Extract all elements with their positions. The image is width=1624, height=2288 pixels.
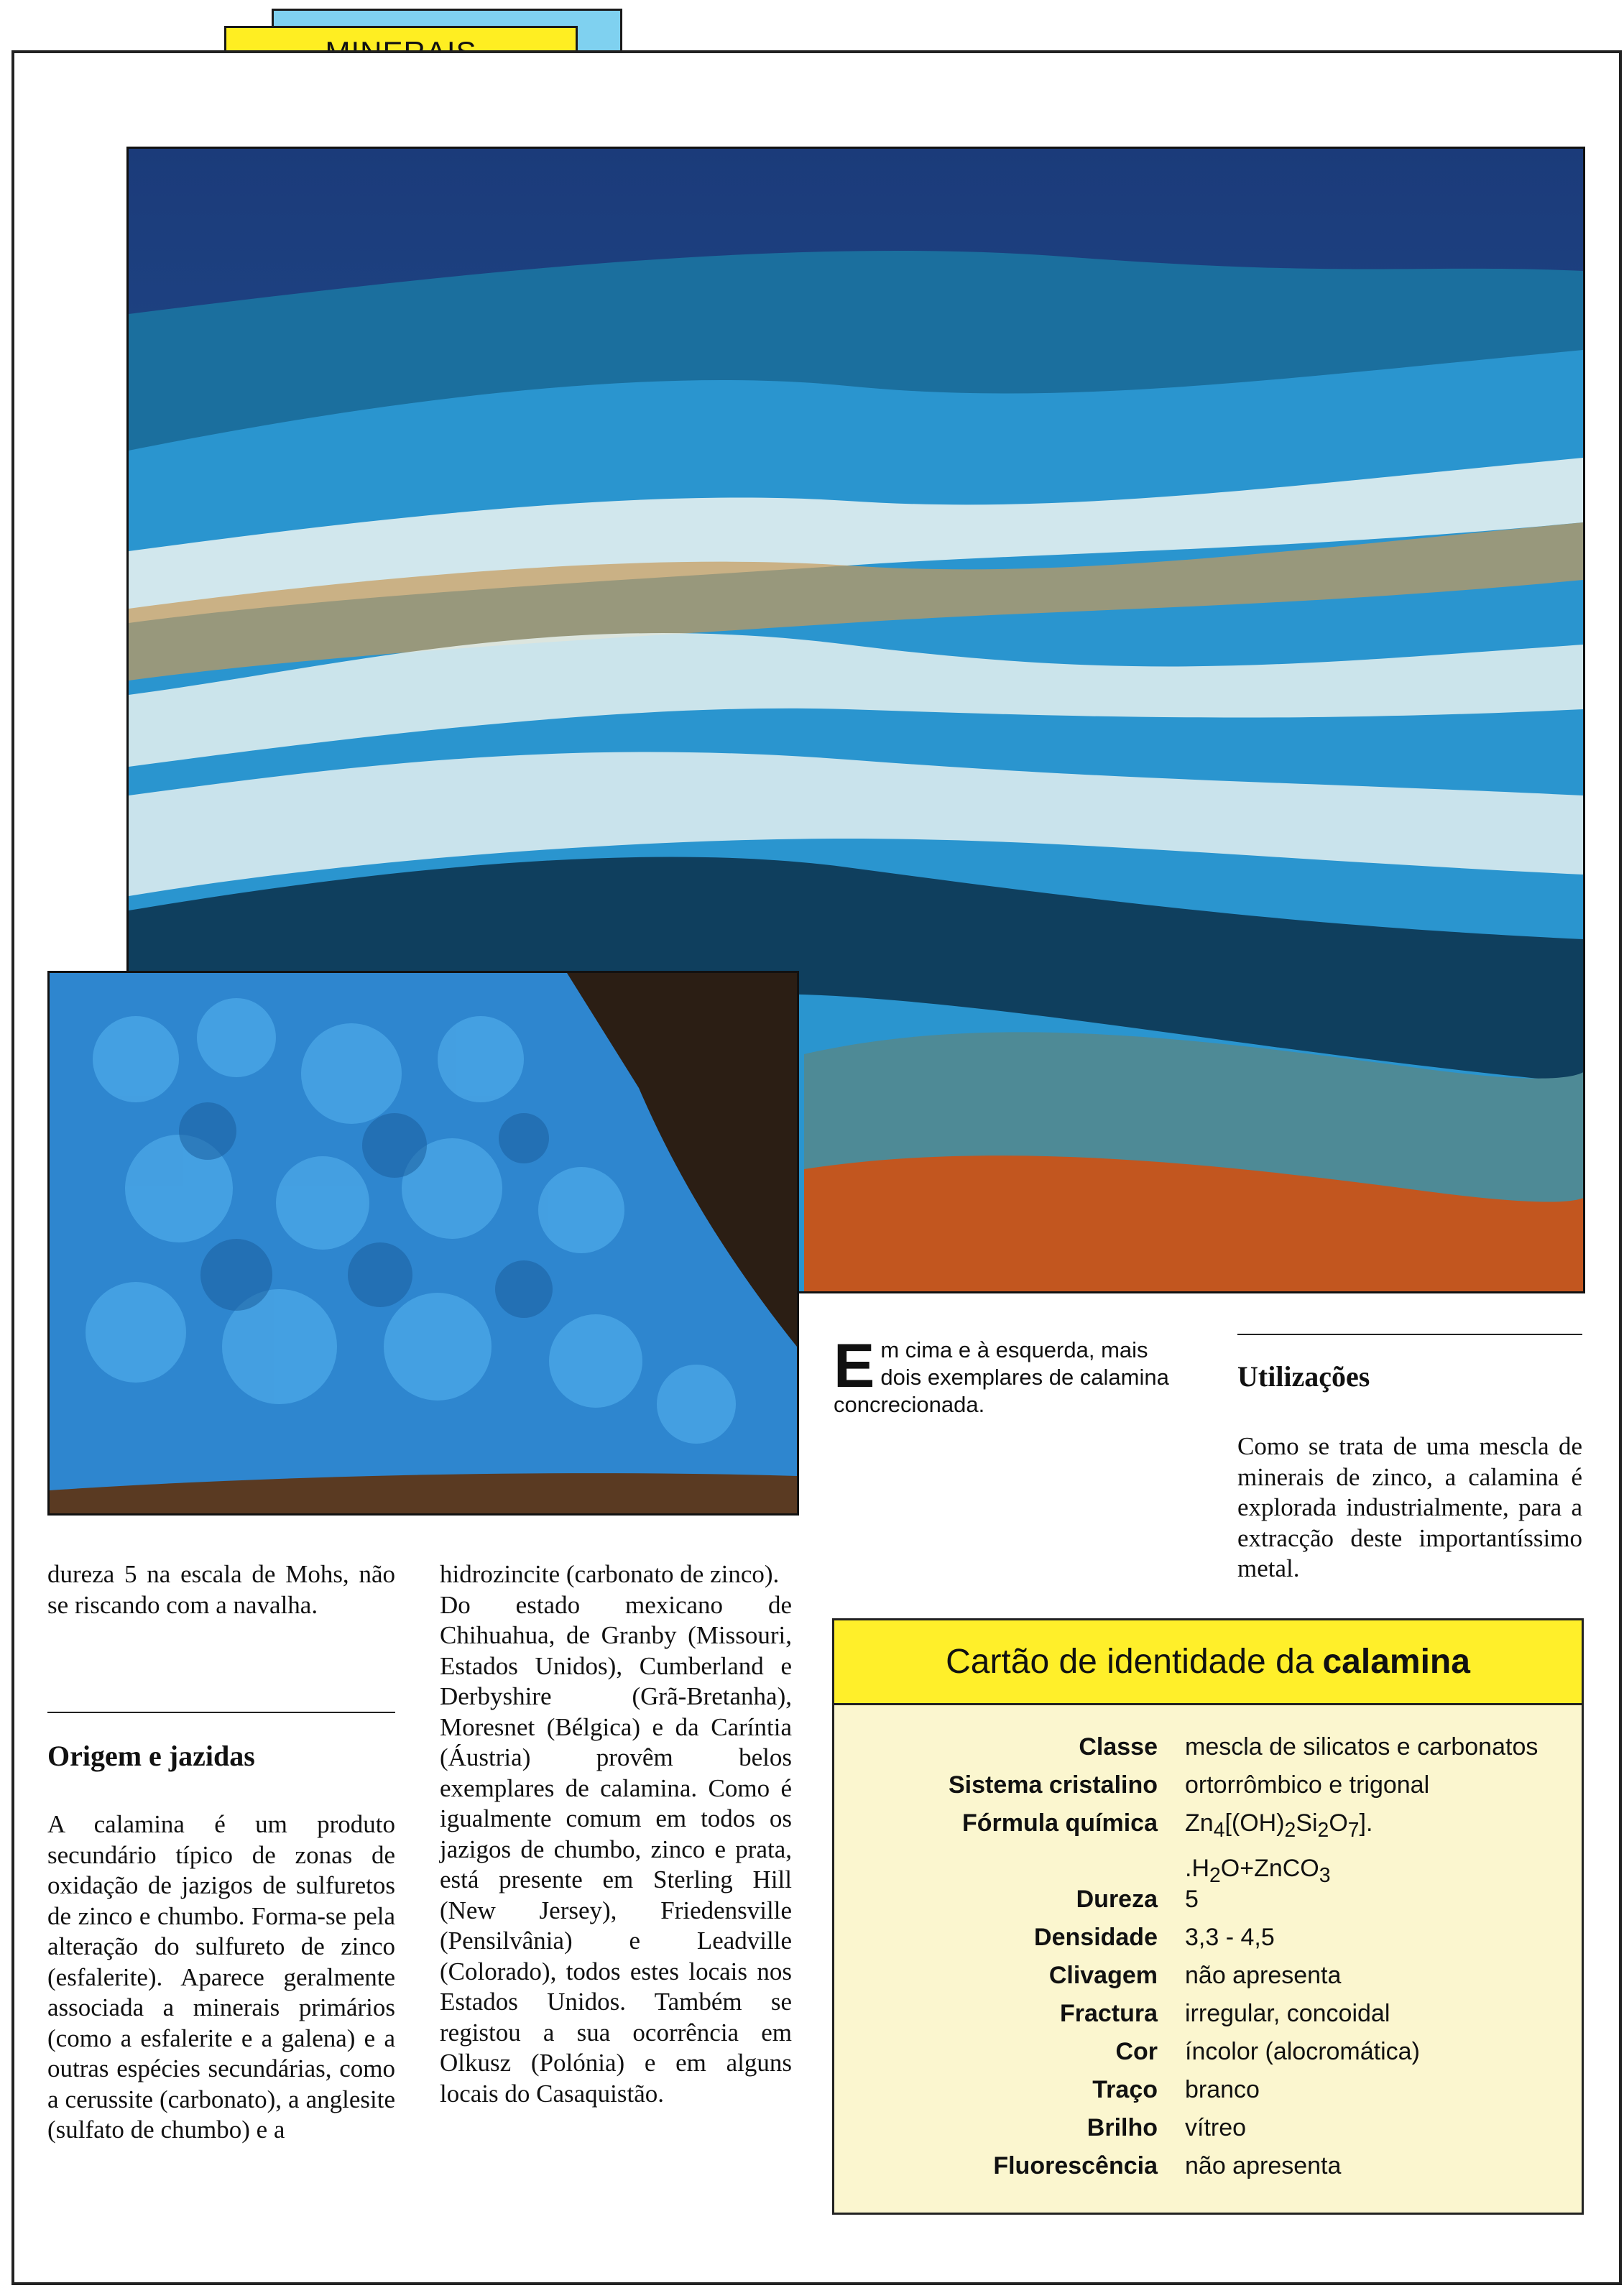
card-row-value: íncolor (alocromática)	[1185, 2038, 1420, 2065]
card-row-key: Clivagem	[1048, 1962, 1158, 1989]
card-row-value: mescla de silicatos e carbonatos	[1185, 1733, 1538, 1761]
origem-heading: Origem e jazidas	[47, 1740, 255, 1772]
card-row-value: irregular, concoidal	[1185, 2000, 1390, 2027]
card-row-value: não apresenta	[1185, 2152, 1342, 2179]
caption-text: m cima e à esquerda, mais dois exemplares de calamina concrecionada.	[834, 1337, 1169, 1417]
card-row-key: Classe	[1079, 1733, 1158, 1761]
card-row	[834, 2071, 1582, 2109]
col1-top-text: dureza 5 na escala de Mohs, não se riscando com a navalha.	[47, 1560, 395, 1619]
botryoidal-calamine-image	[50, 973, 797, 1513]
col2-paragraph-1: hidrozincite (carbonato de zinco).	[440, 1560, 780, 1588]
card-row-value: 3,3 - 4,5	[1185, 1924, 1275, 1951]
card-title-prefix: Cartão de identidade da	[946, 1643, 1314, 1681]
card-row	[834, 1919, 1582, 1957]
card-row	[834, 2109, 1582, 2147]
section-divider	[47, 1712, 395, 1713]
section-divider	[1237, 1334, 1582, 1335]
card-row-key: Dureza	[1076, 1886, 1158, 1913]
utilizacoes-text: Como se trata de uma mescla de minerais de zinco, a calamina é explorada industrialmente, para a extracção deste importantíssimo metal.	[1237, 1432, 1582, 1582]
caption-dropcap: E	[834, 1332, 875, 1401]
col2-text	[440, 1559, 792, 2109]
card-row-key: Densidade	[1034, 1924, 1158, 1951]
identity-card	[832, 1618, 1584, 2215]
identity-card-title	[834, 1620, 1582, 1705]
card-row-key: Brilho	[1086, 2114, 1158, 2141]
utilizacoes-heading: Utilizações	[1237, 1360, 1370, 1393]
card-row-key: Fluorescência	[993, 2152, 1158, 2179]
card-row-value: não apresenta	[1185, 1962, 1342, 1989]
card-row	[834, 2033, 1582, 2071]
card-row	[834, 1995, 1582, 2033]
card-title-mineral: calamina	[1322, 1643, 1470, 1681]
card-row-value: vítreo	[1185, 2114, 1247, 2141]
origem-text: A calamina é um produto secundário típico de zonas de oxidação de jazigos de sulfuretos de zinco e chumbo. Forma-se pela alteração do sulfureto de zinco (esfalerite). Aparece geralmente associada a minerais primários (como a esfalerite e a galena) e a outras espécies secundárias, como a cerussite (carbonato), a anglesite (sulfato de chumbo) e a	[47, 1810, 395, 2144]
col2-paragraph-2: Do estado mexicano de Chihuahua, de Granby (Missouri, Estados Unidos), Cumberland e Derbyshire (Grã-Bretanha), Moresnet (Bélgica) e da Caríntia (Áustria) provêm belos exemplares de calamina. Como é igualmente comum em todos os jazigos de chumbo, zinco e prata, está presente em Sterling Hill (New Jersey), Friedensville (Pensilvânia) e Leadville (Colorado), todos estes locais nos Estados Unidos. Também se registou a sua ocorrência em Olkusz (Polónia) e em alguns locais do Casaquistão.	[440, 1590, 792, 2108]
card-row-value: branco	[1185, 2076, 1260, 2103]
card-row	[834, 2147, 1582, 2185]
card-row-value: ortorrômbico e trigonal	[1185, 1771, 1430, 1799]
card-row	[834, 1766, 1582, 1804]
chemical-formula: $Zn_4[(OH)_2Si_2O_7]$. $.H_2O+ZnCO_3$	[1185, 1809, 1373, 1887]
card-row-value: 5	[1185, 1886, 1199, 1913]
card-row-key: Cor	[1115, 2038, 1158, 2065]
identity-card-rows	[834, 1728, 1582, 2185]
card-row-key: Fórmula química	[961, 1809, 1158, 1837]
card-row	[834, 1957, 1582, 1995]
card-row-key: Fractura	[1059, 2000, 1158, 2027]
card-row-key: Sistema cristalino	[948, 1771, 1158, 1799]
photo-caption	[834, 1332, 1171, 1419]
secondary-mineral-photo	[47, 971, 799, 1516]
card-row	[834, 1728, 1582, 1766]
card-row	[834, 1804, 1582, 1887]
card-row-value-formula	[1185, 1804, 1372, 1895]
card-row-key: Traço	[1092, 2076, 1158, 2103]
